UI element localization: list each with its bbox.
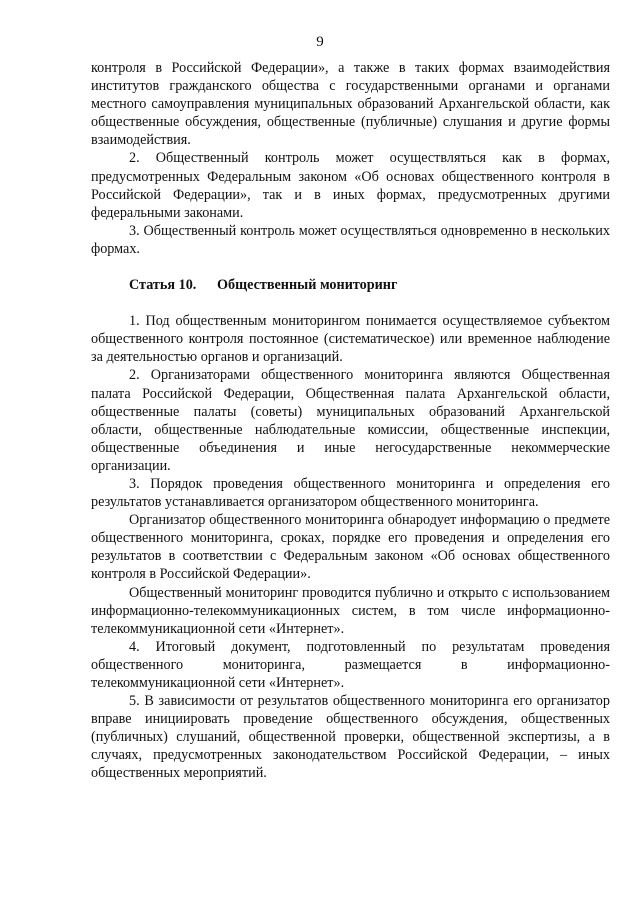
page-number: 9 — [316, 34, 324, 50]
document-body — [91, 59, 610, 783]
paragraph: 5. В зависимости от результатов общественного мониторинга его организатор вправе инициировать проведение общественного обсуждения, общественных (публичных) слушаний, общественной проверки, общественной экспертизы, а в случаях, предусмотренных законодательством Российской Федерации, – иных общественных мероприятий. — [91, 693, 610, 782]
paragraph: 1. Под общественным мониторингом понимается осуществляемое субъектом общественного контроля постоянное (систематическое) или временное наблюдение за деятельностью органов и организаций. — [91, 313, 610, 366]
paragraph: 3. Общественный контроль может осуществляться одновременно в нескольких формах. — [91, 222, 610, 257]
article-heading — [91, 276, 610, 294]
paragraph: 3. Порядок проведения общественного мониторинга и определения его результатов устанавливается организатором общественного мониторинга. — [91, 475, 610, 511]
paragraph: Общественный мониторинг проводится публично и открыто с использованием информационно-телекоммуникационных систем, в том числе информационно-телекоммуникационной сети «Интернет». — [91, 584, 610, 637]
article-number: Статья 10. — [129, 277, 197, 294]
article-title: Общественный мониторинг — [217, 277, 398, 294]
paragraph: 2. Общественный контроль может осуществляться как в формах, предусмотренных Федеральным законом «Об основах общественного контроля в Российской Федерации», так и в иных формах, предусмотренных другими федеральными законами. — [91, 150, 610, 221]
paragraph: 2. Организаторами общественного мониторинга являются Общественная палата Российской Федерации, Общественная палата Архангельской области, общественные палаты (советы) муниципальных образований Архангельской области, общественные наблюдательные комиссии, общественные инспекции, общественные объединения и иные негосударственные некоммерческие организации. — [91, 367, 610, 474]
paragraph: контроля в Российской Федерации», а также в таких формах взаимодействия институтов гражданского общества с государственными органами и органами местного самоуправления муниципальных образований Архангельской области, как общественные обсуждения, общественные (публичные) слушания и другие формы взаимодействия. — [91, 60, 610, 149]
paragraph: 4. Итоговый документ, подготовленный по результатам проведения общественного мониторинга, размещается в информационно-телекоммуникационной сети «Интернет». — [91, 638, 610, 691]
paragraph: Организатор общественного мониторинга обнародует информацию о предмете общественного мониторинга, сроках, порядке его проведения и определения его результатов в соответствии с Федеральным законом «Об основах общественного контроля в Российской Федерации». — [91, 512, 610, 583]
